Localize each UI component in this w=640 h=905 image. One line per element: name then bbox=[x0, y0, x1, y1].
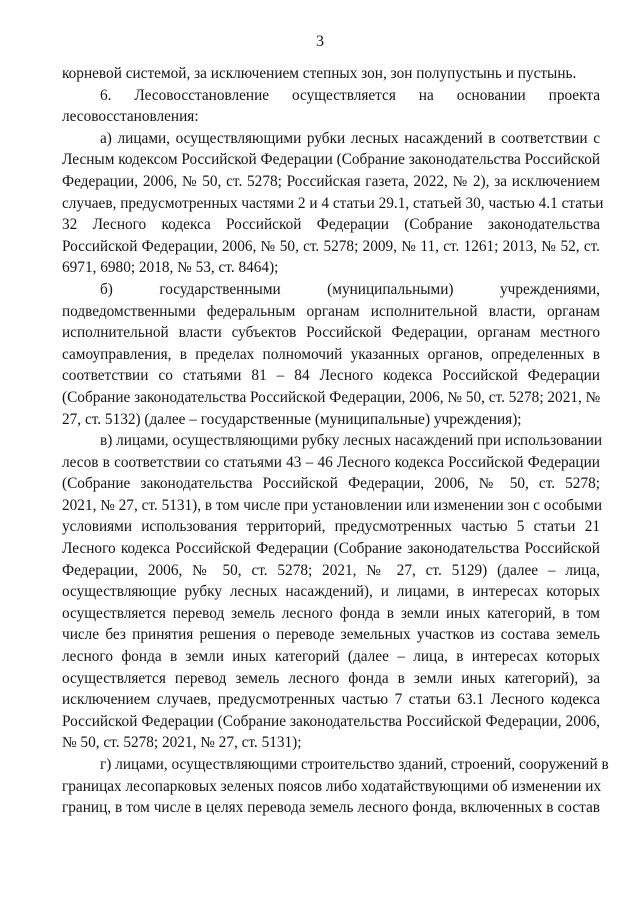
text-line: границ, в том числе в целях перевода земель лесного фонда, включенных в состав bbox=[62, 799, 600, 817]
text-line: осуществляется перевод земель лесного фонда в земли иных категорий), за bbox=[62, 669, 600, 687]
page-number: 3 bbox=[316, 33, 324, 50]
text-line: соответствии со статьями 81 – 84 Лесного кодекса Российской Федерации bbox=[62, 367, 600, 385]
text-line: исполнительной власти субъектов Российской Федерации, органам местного bbox=[62, 324, 600, 342]
text-line: 27, ст. 5132) (далее – государственные (муниципальные) учреждения); bbox=[62, 410, 522, 428]
document-body bbox=[62, 63, 609, 819]
text-line: 32 Лесного кодекса Российской Федерации (Собрание законодательства bbox=[62, 216, 600, 234]
text-line: самоуправления, в пределах полномочий указанных органов, определенных в bbox=[62, 345, 600, 363]
text-line: (Собрание законодательства Российской Федерации, 2006, № 50, ст. 5278; 2021, № bbox=[62, 388, 601, 406]
text-line: 6971, 6980; 2018, № 53, ст. 8464); bbox=[62, 259, 279, 277]
text-line: случаев, предусмотренных частями 2 и 4 статьи 29.1, статьей 30, частью 4.1 статьи bbox=[62, 194, 604, 212]
text-line: а) лицами, осуществляющими рубки лесных насаждений в соответствии с bbox=[100, 129, 600, 147]
text-line: Федерации, 2006, № 50, ст. 5278; 2021, № 27, ст. 5129) (далее – лица, bbox=[62, 561, 600, 579]
text-line: б) государственными (муниципальными) учреждениями, bbox=[100, 280, 600, 298]
text-line: Российской Федерации, 2006, № 50, ст. 5278; 2009, № 11, ст. 1261; 2013, № 52, ст. bbox=[62, 237, 600, 255]
text-line: осуществляется перевод земель лесного фонда в земли иных категорий, в том bbox=[62, 604, 600, 622]
text-line: корневой системой, за исключением степных зон, зон полупустынь и пустынь. bbox=[62, 65, 577, 82]
text-line: границах лесопарковых зеленых поясов либо ходатайствующими об изменении их bbox=[62, 777, 602, 795]
text-line: исключением случаев, предусмотренных частью 7 статьи 63.1 Лесного кодекса bbox=[62, 691, 600, 709]
text-line: числе без принятия решения о переводе земельных участков из состава земель bbox=[62, 626, 600, 644]
text-line: подведомственными федеральным органам исполнительной власти, органам bbox=[62, 302, 600, 320]
text-line: Лесным кодексом Российской Федерации (Собрание законодательства Российской bbox=[62, 151, 601, 169]
text-line: лесного фонда в земли иных категорий (далее – лица, в интересах которых bbox=[62, 648, 600, 666]
text-line: г) лицами, осуществляющими строительство зданий, строений, сооружений в bbox=[100, 756, 609, 773]
text-line: 6. Лесовосстановление осуществляется на основании проекта bbox=[100, 86, 600, 104]
text-line: осуществляющие рубку лесных насаждений), и лицами, в интересах которых bbox=[62, 583, 600, 601]
text-line: № 50, ст. 5278; 2021, № 27, ст. 5131); bbox=[62, 734, 302, 752]
text-line: в) лицами, осуществляющими рубку лесных насаждений при использовании bbox=[100, 432, 603, 450]
text-line: Лесного кодекса Российской Федерации (Собрание законодательства Российской bbox=[62, 540, 600, 558]
text-line: 2021, № 27, ст. 5131), в том числе при установлении или изменении зон с особыми bbox=[62, 496, 603, 514]
text-line: лесов в соответствии со статьями 43 – 46 Лесного кодекса Российской Федерации bbox=[62, 453, 600, 471]
text-line: Российской Федерации (Собрание законодательства Российской Федерации, 2006, bbox=[62, 712, 600, 730]
text-line: (Собрание законодательства Российской Федерации, 2006, № 50, ст. 5278; bbox=[62, 475, 600, 493]
text-line: условиями использования территорий, предусмотренных частью 5 статьи 21 bbox=[62, 518, 600, 536]
text-line: Федерации, 2006, № 50, ст. 5278; Российская газета, 2022, № 2), за исключением bbox=[62, 172, 600, 190]
text-line: лесовосстановления: bbox=[62, 108, 199, 126]
